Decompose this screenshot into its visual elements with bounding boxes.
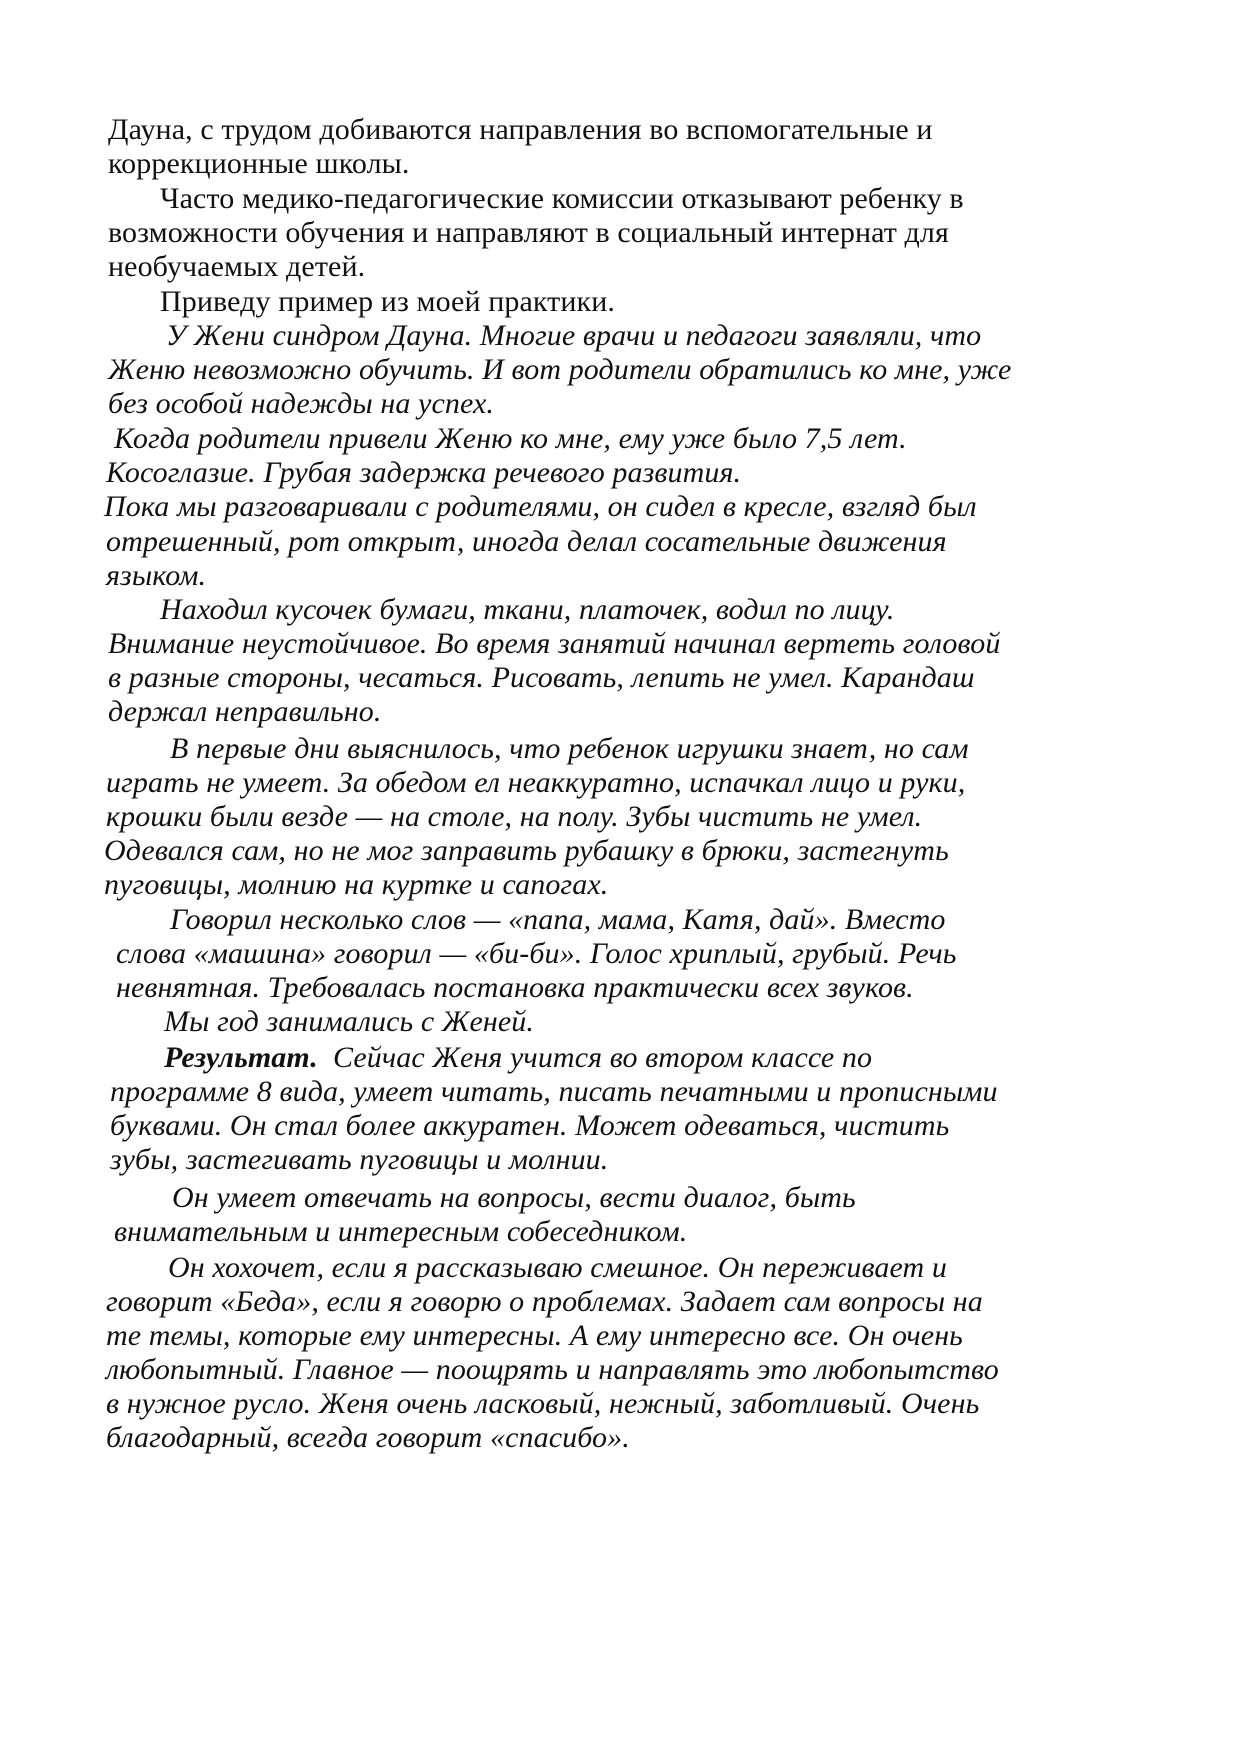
text-line: те темы, которые ему интересны. А ему интересно все. Он очень bbox=[106, 1319, 963, 1352]
text-line: держал неправильно. bbox=[108, 695, 382, 728]
text-line: пуговицы, молнию на куртке и сапогах. bbox=[104, 868, 609, 901]
text-line: Часто медико-педагогические комиссии отказывают ребенку в bbox=[160, 182, 964, 215]
text-line: буквами. Он стал более аккуратен. Может одеваться, чистить bbox=[110, 1109, 950, 1142]
text-line: Он умеет отвечать на вопросы, вести диалог, быть bbox=[172, 1181, 856, 1214]
text-line: У Жени синдром Дауна. Многие врачи и педагоги заявляли, что bbox=[166, 319, 982, 352]
text-line: Женю невозможно обучить. И вот родители обратились ко мне, уже bbox=[108, 353, 1012, 386]
text-line: Дауна, с трудом добиваются направления во вспомогательные и bbox=[108, 113, 933, 146]
text-line: необучаемых детей. bbox=[108, 250, 366, 283]
text-line: отрешенный, рот открыт, иногда делал сосательные движения bbox=[106, 525, 947, 558]
text-line: Говорил несколько слов — «папа, мама, Катя, дай». Вместо bbox=[170, 903, 946, 936]
text-line: слова «машина» говорил — «би-би». Голос хриплый, грубый. Речь bbox=[116, 937, 957, 970]
text-line: без особой надежды на успех. bbox=[108, 387, 495, 420]
text-line: внимательным и интересным собеседником. bbox=[114, 1215, 688, 1248]
text-line: коррекционные школы. bbox=[108, 147, 410, 180]
text-line: говорит «Беда», если я говорю о проблемах. Задает сам вопросы на bbox=[106, 1285, 983, 1318]
text-line: любопытный. Главное — поощрять и направлять это любопытство bbox=[106, 1353, 999, 1386]
text-line: языком. bbox=[106, 559, 207, 592]
text-line: возможности обучения и направляют в социальный интернат для bbox=[108, 216, 949, 249]
text-line: Мы год занимались с Женей. bbox=[164, 1005, 534, 1038]
text-line: Находил кусочек бумаги, ткани, платочек, водил по лицу. bbox=[160, 593, 895, 626]
text-line: невнятная. Требовалась постановка практически всех звуков. bbox=[116, 971, 914, 1004]
text-line: крошки были везде — на столе, на полу. Зубы чистить не умел. bbox=[106, 800, 923, 833]
result-text: Сейчас Женя учится во втором классе по bbox=[333, 1041, 873, 1074]
text-line: Приведу пример из моей практики. bbox=[160, 285, 615, 318]
text-line: Пока мы разговаривали с родителями, он сидел в кресле, взгляд был bbox=[104, 490, 977, 523]
text-line: в нужное русло. Женя очень ласковый, нежный, заботливый. Очень bbox=[106, 1387, 980, 1420]
text-line: Он хохочет, если я рассказываю смешное. Он переживает и bbox=[168, 1251, 947, 1284]
text-line: Одевался сам, но не мог заправить рубашку в брюки, застегнуть bbox=[104, 834, 949, 867]
text-line: зубы, застегивать пуговицы и молнии. bbox=[110, 1143, 609, 1176]
text-line: в разные стороны, чесаться. Рисовать, лепить не умел. Карандаш bbox=[108, 661, 975, 694]
text-line: программе 8 вида, умеет читать, писать печатными и прописными bbox=[110, 1075, 998, 1108]
result-lead: Результат. bbox=[164, 1041, 318, 1074]
text-line bbox=[164, 1040, 872, 1076]
text-line: Когда родители привели Женю ко мне, ему уже было 7,5 лет. bbox=[114, 422, 907, 455]
text-line: играть не умеет. За обедом ел неаккуратно, испачкал лицо и руки, bbox=[106, 766, 966, 799]
text-line: благодарный, всегда говорит «спасибо». bbox=[106, 1421, 630, 1454]
text-line: Внимание неустойчивое. Во время занятий начинал вертеть головой bbox=[108, 627, 1001, 660]
text-line: В первые дни выяснилось, что ребенок игрушки знает, но сам bbox=[170, 732, 969, 765]
text-line: Косоглазие. Грубая задержка речевого развития. bbox=[106, 456, 742, 489]
